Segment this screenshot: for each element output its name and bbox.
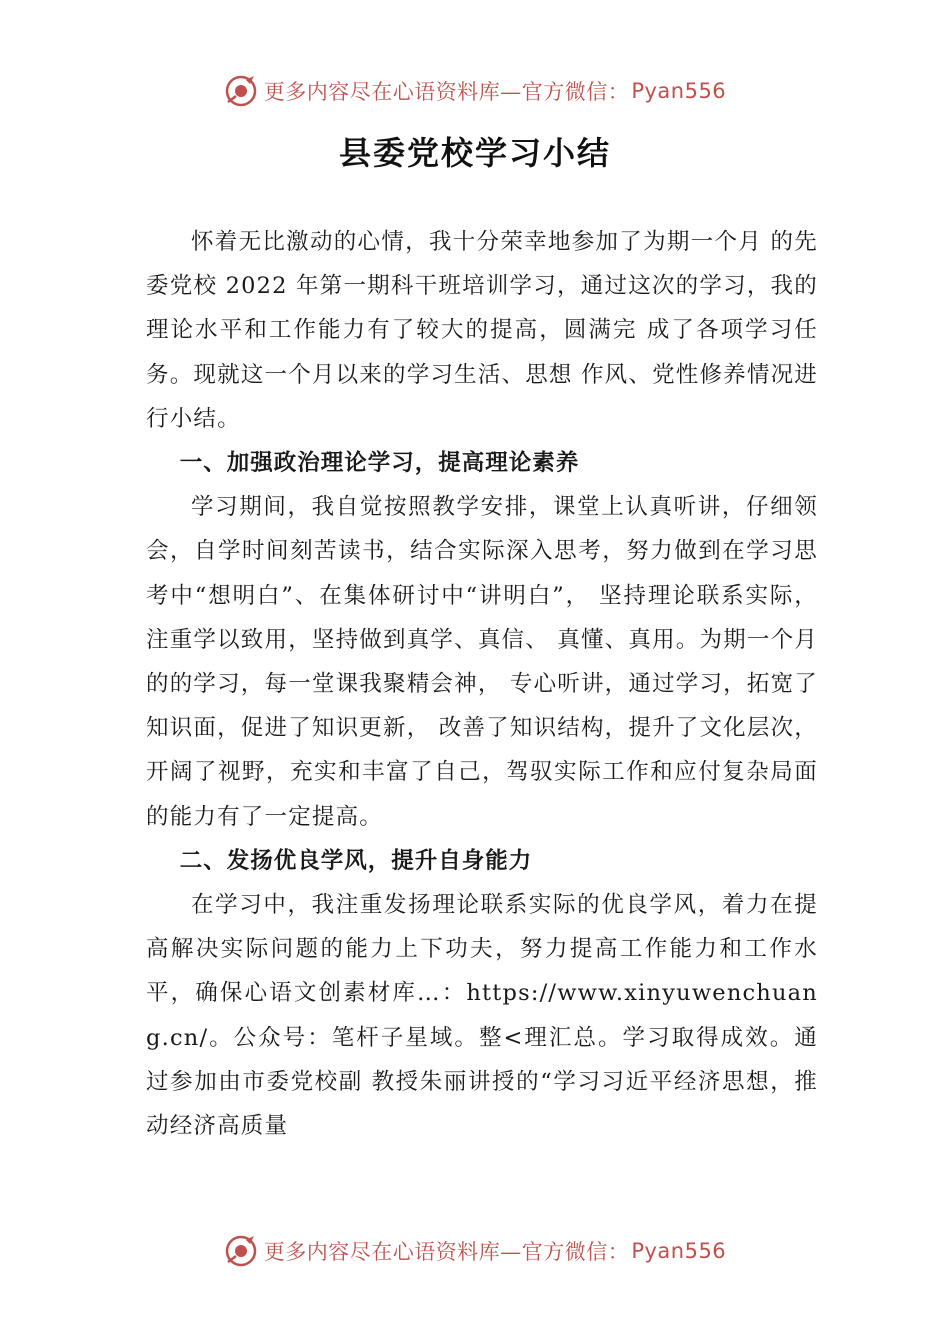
pen-logo-icon [224,1234,258,1268]
document-title: 县委党校学习小结 [338,134,611,172]
watermark-text: 更多内容尽在心语资料库—官方微信： [263,80,630,104]
section-2-paragraph: 在学习中，我注重发扬理论联系实际的优良学风，着力在提高解决实际问题的能力上下功夫，努力提高工作能力和工作水平，确保心语文创素材库…：https://www.xinyuwenchuang.cn/。公众号：笔杆子星域。整<理汇总。学习取得成效。通过参加由市委党校副 教授朱丽讲授的“学习习近平经济思想，推动经济高质量 [146,892,818,1140]
watermark-text: 更多内容尽在心语资料库—官方微信： [263,1240,630,1264]
pen-logo-icon [224,74,258,108]
footer-watermark [0,1234,950,1268]
watermark-wechat-id: Pyan556 [631,79,727,103]
header-watermark [0,74,950,108]
watermark-wechat-id: Pyan556 [631,1239,727,1263]
document-body [146,220,818,1148]
intro-paragraph: 怀着无比激动的心情，我十分荣幸地参加了为期一个月 的先委党校 2022 年第一期科干班培训学习，通过这次的学习，我的理论水平和工作能力有了较大的提高，圆满完 成了各项学习任务。现就这一个月以来的学习生活、思想 作风、党性修养情况进行小结。 [146,229,818,432]
section-1-heading: 一、加强政治理论学习，提高理论素养 [179,450,580,477]
section-2-heading: 二、发扬优良学风，提升自身能力 [179,847,533,874]
section-1-paragraph: 学习期间，我自觉按照教学安排，课堂上认真听讲，仔细领会，自学时间刻苦读书，结合实际深入思考，努力做到在学习思考中“想明白”、在集体研讨中“讲明白”， 坚持理论联系实际，注重学以致用，坚持做到真学、真信、 真懂、真用。为期一个月的的学习，每一堂课我聚精会神， 专心听讲，通过学习，拓宽了知识面，促进了知识更新， 改善了知识结构，提升了文化层次，开阔了视野，充实和丰富了自己，驾驭实际工作和应付复杂局面的能力有了一定提高。 [146,494,818,830]
